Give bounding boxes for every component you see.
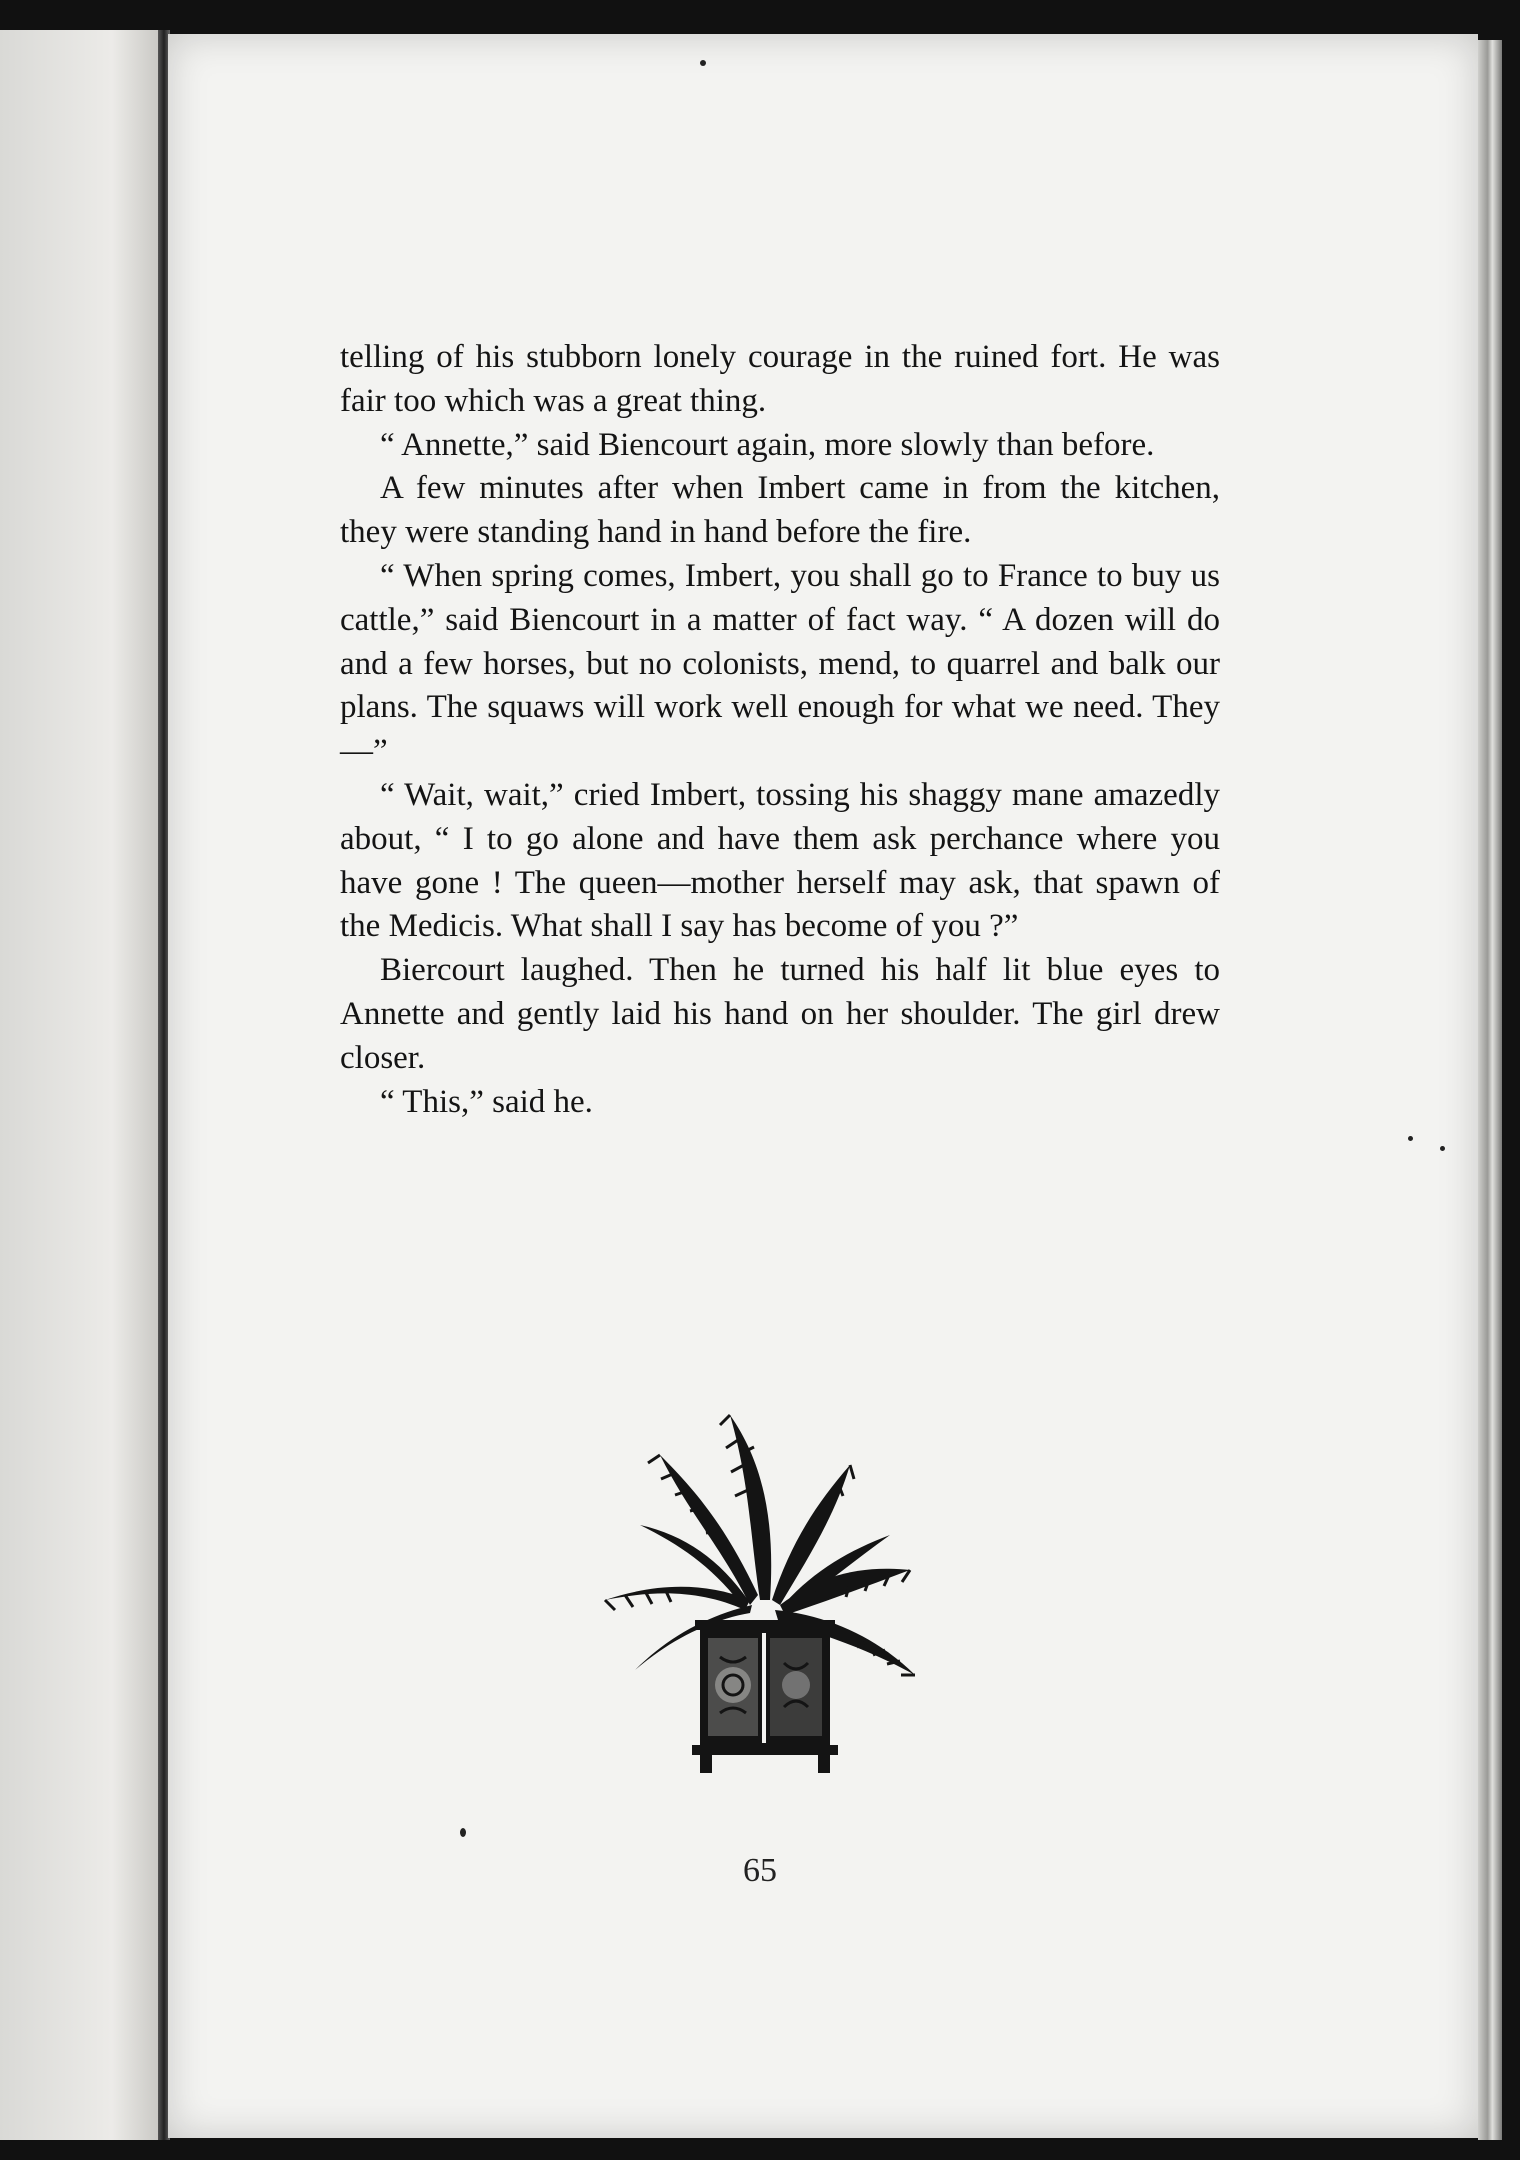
potted-fern-ornament-icon	[600, 1395, 930, 1785]
paragraph: “ Annette,” said Biencourt again, more slowly than before.	[380, 426, 1155, 463]
ink-speck	[1440, 1146, 1445, 1151]
page-edge	[1478, 40, 1502, 2140]
ink-speck	[1408, 1136, 1413, 1141]
ink-speck	[700, 60, 706, 66]
paragraph: “ When spring comes, Imbert, you shall go to France to buy us cattle,” said Biencourt in a matter of fact way. “ A dozen will do and a few horses, but no colonists, mend, to quarrel and balk our plans. The squaws will work well enough for what we need. They—”	[340, 557, 1220, 770]
paragraph: A few minutes after when Imbert came in from the kitchen, they were standing hand in hand before the fire.	[340, 470, 1220, 551]
ink-speck	[460, 1828, 466, 1837]
paragraph: telling of his stubborn lonely courage in the ruined fort. He was fair too which was a great thing.	[340, 339, 1220, 419]
paragraph: “ This,” said he.	[380, 1083, 593, 1120]
left-page-margin	[0, 30, 160, 2140]
body-text	[340, 336, 1220, 1124]
paragraph: Biercourt laughed. Then he turned his half lit blue eyes to Annette and gently laid his hand on her shoulder. The girl drew closer.	[340, 952, 1220, 1076]
page-number: 65	[743, 1852, 777, 1889]
paragraph: “ Wait, wait,” cried Imbert, tossing his shaggy mane amazedly about, “ I to go alone and have them ask perchance where you have gone ! The queen—mother herself may ask, that spawn of the Medicis. What shall I say has become of you ?”	[340, 776, 1220, 945]
